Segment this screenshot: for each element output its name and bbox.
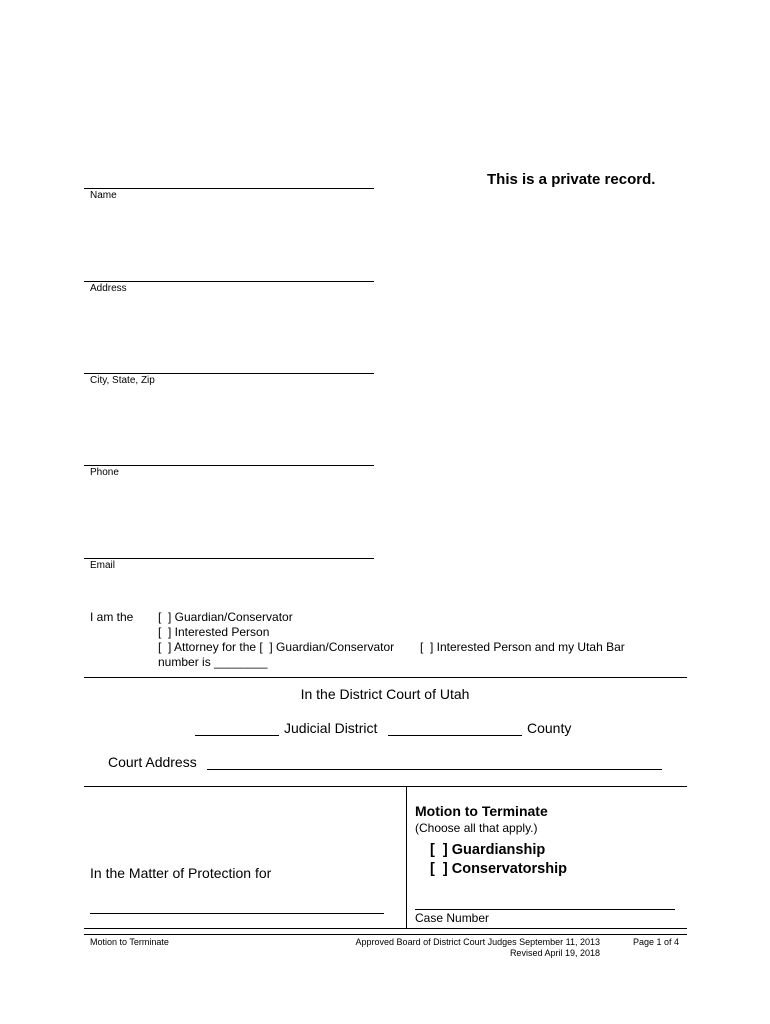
court-address-label: Court Address	[108, 754, 197, 770]
case-number-blank[interactable]	[415, 909, 675, 910]
phone-label: Phone	[90, 467, 119, 478]
court-divider-top	[84, 677, 687, 678]
choose-instruction: (Choose all that apply.)	[415, 821, 538, 835]
address-label: Address	[90, 283, 127, 294]
option-conservatorship[interactable]: [ ] Conservatorship	[430, 861, 567, 877]
judicial-district-label: Judicial District	[284, 720, 378, 736]
footer-form-name: Motion to Terminate	[90, 937, 169, 947]
email-line[interactable]	[84, 558, 374, 559]
footer-approved: Approved Board of District Court Judges September 11, 2013	[355, 937, 600, 947]
caption-divider-top	[84, 786, 687, 787]
role-option-guardian[interactable]: [ ] Guardian/Conservator	[158, 610, 293, 624]
role-option-interested[interactable]: [ ] Interested Person	[158, 625, 270, 639]
option-guardianship[interactable]: [ ] Guardianship	[430, 842, 546, 858]
motion-title: Motion to Terminate	[415, 803, 548, 819]
footer-page-number: Page 1 of 4	[632, 937, 679, 947]
court-address-blank[interactable]	[207, 769, 662, 770]
role-label: I am the	[90, 610, 134, 624]
phone-line[interactable]	[84, 465, 374, 466]
footer-rule	[84, 934, 687, 935]
city-state-zip-label: City, State, Zip	[90, 375, 155, 386]
email-label: Email	[90, 560, 116, 571]
case-number-label: Case Number	[415, 911, 490, 925]
caption-divider-bottom	[84, 928, 687, 929]
matter-label: In the Matter of Protection for	[90, 865, 272, 881]
role-option-attorney-interested[interactable]: [ ] Interested Person and my Utah Bar	[420, 640, 625, 654]
county-blank[interactable]	[388, 735, 522, 736]
city-state-zip-line[interactable]	[84, 373, 374, 374]
role-option-attorney[interactable]: [ ] Attorney for the [ ] Guardian/Conservator	[158, 640, 395, 654]
bar-number-text: number is ________	[158, 655, 268, 669]
county-label: County	[527, 720, 572, 736]
address-line[interactable]	[84, 281, 374, 282]
footer-revised: Revised April 19, 2018	[509, 948, 600, 958]
court-title: In the District Court of Utah	[300, 686, 470, 702]
matter-name-blank[interactable]	[90, 913, 384, 914]
name-line[interactable]	[84, 188, 374, 189]
name-label: Name	[90, 190, 117, 201]
caption-vertical-divider	[406, 786, 407, 929]
private-record-notice: This is a private record.	[487, 171, 656, 188]
judicial-district-blank[interactable]	[195, 735, 279, 736]
